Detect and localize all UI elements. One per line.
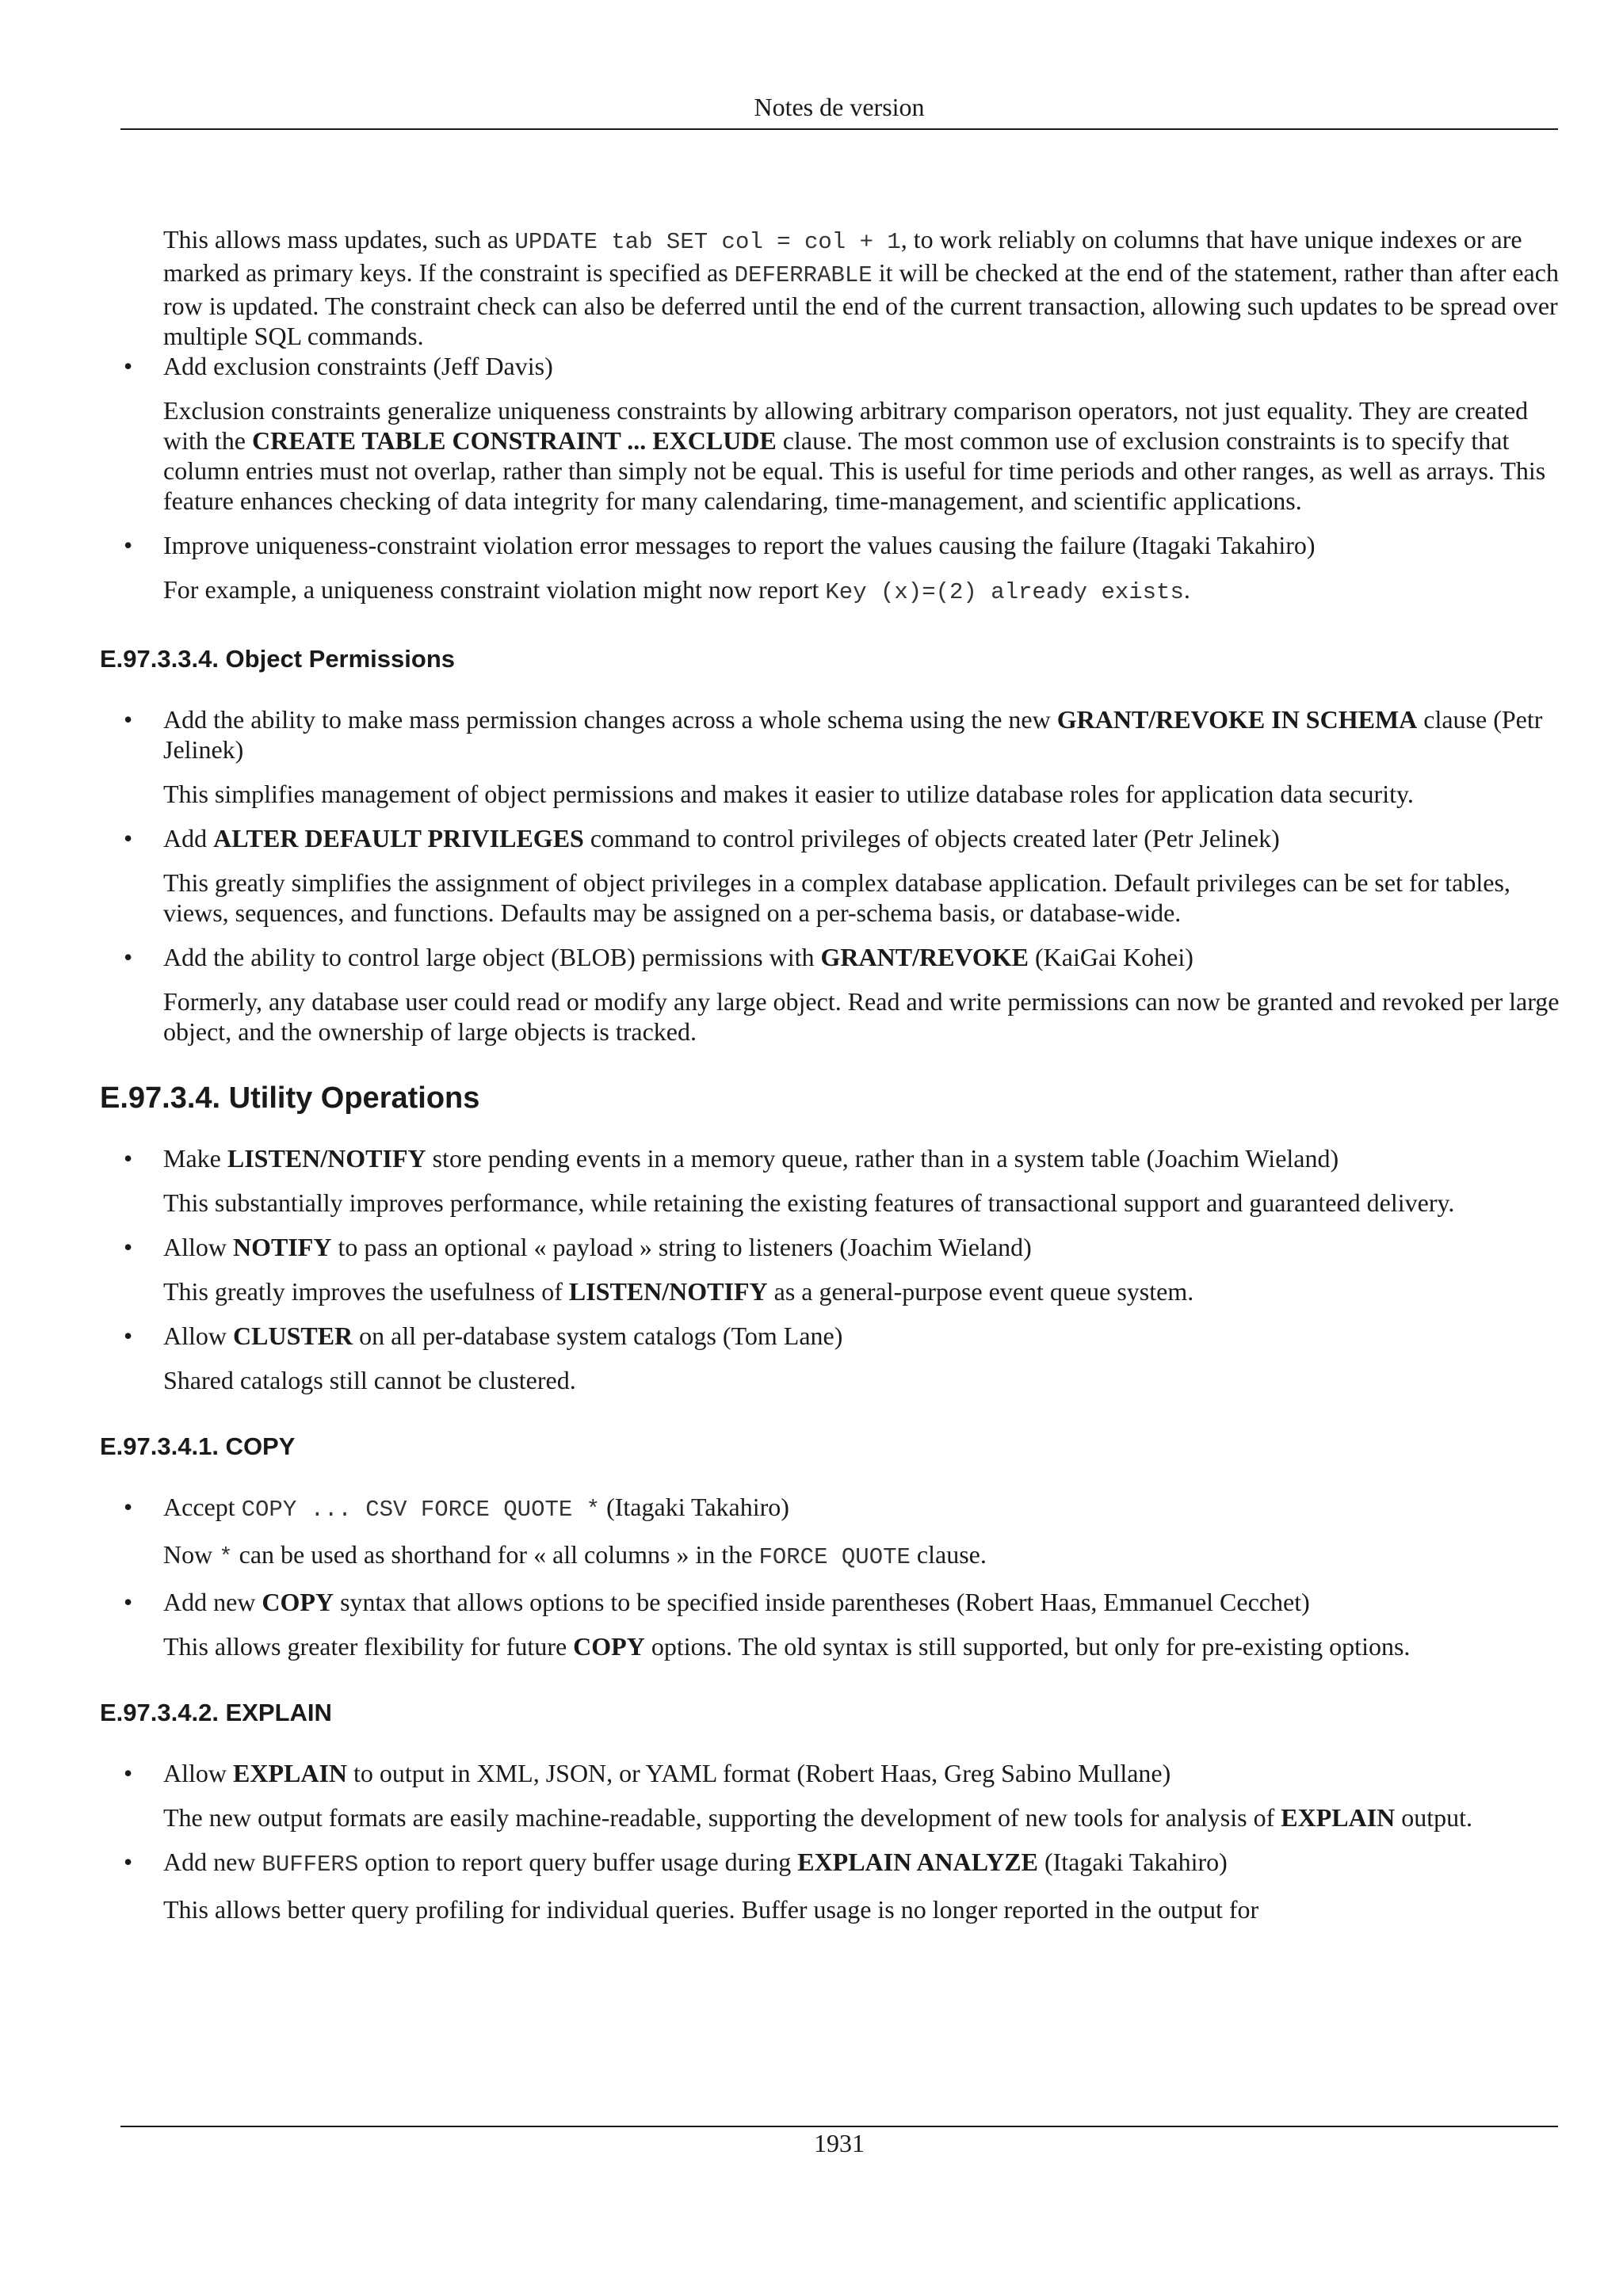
bullet-icon: •	[124, 1493, 133, 1521]
inline-code: BUFFERS	[262, 1852, 359, 1878]
item-title: Add ALTER DEFAULT PRIVILEGES command to control privileges of objects created later (Petr Jelinek)	[163, 824, 1280, 852]
page-content	[100, 224, 1561, 1924]
page-number: 1931	[814, 2129, 865, 2157]
item-title: Add the ability to make mass permission changes across a whole schema using the new GRANT/REVOKE IN SCHEMA clause (Petr Jelinek)	[163, 705, 1543, 764]
item-title: Allow CLUSTER on all per-database system catalogs (Tom Lane)	[163, 1322, 843, 1350]
item-description: This greatly simplifies the assignment of object privileges in a complex database application. Default privileges can be set for tables, views, sequences, and functions. Defaults may be assigned on a per-schema basis, or database-wide.	[163, 868, 1510, 927]
list-item	[100, 704, 1561, 809]
header-rule	[120, 128, 1558, 130]
section-heading-copy: E.97.3.4.1. COPY	[100, 1432, 296, 1460]
list-item	[100, 1232, 1561, 1306]
list-item	[100, 823, 1561, 928]
constraint-items	[100, 351, 1561, 608]
bullet-icon: •	[124, 531, 133, 559]
bullet-icon: •	[124, 1848, 133, 1876]
list-item	[100, 530, 1561, 608]
list-item	[100, 942, 1561, 1047]
item-description: Formerly, any database user could read or modify any large object. Read and write permissions can now be granted and revoked per large object, and the ownership of large objects is tracked.	[163, 987, 1560, 1046]
item-title: Improve uniqueness-constraint violation error messages to report the values causing the failure (Itagaki Takahiro)	[163, 531, 1316, 559]
bullet-icon: •	[124, 1759, 133, 1787]
bullet-icon: •	[124, 705, 133, 734]
item-description: Exclusion constraints generalize uniqueness constraints by allowing arbitrary comparison operators, not just equality. They are created with the CREATE TABLE CONSTRAINT ... EXCLUDE clause. The most common use of exclusion constraints is to specify that column entries must not overlap, rather than simply not be equal. This is useful for time periods and other ranges, as well as arrays. This feature enhances checking of data integrity for many calendaring, time-management, and scientific applications.	[163, 396, 1546, 515]
utility-items	[100, 1143, 1561, 1395]
running-header: Notes de version	[754, 93, 925, 121]
item-title: Allow EXPLAIN to output in XML, JSON, or YAML format (Robert Haas, Greg Sabino Mullane)	[163, 1759, 1171, 1787]
copy-items	[100, 1492, 1561, 1661]
inline-code: COPY ... CSV FORCE QUOTE *	[241, 1497, 601, 1523]
bullet-icon: •	[124, 1144, 133, 1173]
bullet-icon: •	[124, 1233, 133, 1261]
section-heading-object-permissions: E.97.3.3.4. Object Permissions	[100, 645, 456, 673]
item-description: This allows better query profiling for individual queries. Buffer usage is no longer reported in the output for	[163, 1895, 1259, 1924]
inline-code: UPDATE tab SET col = col + 1	[514, 229, 901, 255]
list-item	[100, 1587, 1561, 1661]
section-heading-utility-operations: E.97.3.4. Utility Operations	[100, 1081, 480, 1115]
item-description: This substantially improves performance, while retaining the existing features of transactional support and guaranteed delivery.	[163, 1188, 1455, 1217]
list-item	[100, 351, 1561, 516]
inline-code: FORCE QUOTE	[758, 1544, 911, 1570]
inline-code: DEFERRABLE	[734, 262, 873, 288]
list-item	[100, 1321, 1561, 1395]
item-description: The new output formats are easily machine-readable, supporting the development of new tools for analysis of EXPLAIN output.	[163, 1803, 1473, 1832]
inline-code: Key (x)=(2) already exists	[825, 579, 1184, 605]
item-title: Add new BUFFERS option to report query buffer usage during EXPLAIN ANALYZE (Itagaki Takahiro)	[163, 1848, 1228, 1878]
list-item	[100, 1758, 1561, 1833]
item-title: Add the ability to control large object (BLOB) permissions with GRANT/REVOKE (KaiGai Kohei)	[163, 943, 1193, 971]
bullet-icon: •	[124, 943, 133, 971]
bullet-icon: •	[124, 824, 133, 852]
bullet-icon: •	[124, 1588, 133, 1616]
footer-rule	[120, 2126, 1558, 2127]
item-description: For example, a uniqueness constraint violation might now report Key (x)=(2) already exists.	[163, 575, 1190, 605]
bullet-icon: •	[124, 1322, 133, 1350]
inline-code: *	[219, 1544, 233, 1570]
section-heading-explain: E.97.3.4.2. EXPLAIN	[100, 1699, 332, 1726]
item-title: Add exclusion constraints (Jeff Davis)	[163, 352, 553, 380]
item-description: This allows greater flexibility for future COPY options. The old syntax is still supported, but only for pre-existing options.	[163, 1632, 1411, 1661]
explain-items	[100, 1758, 1561, 1924]
list-item	[100, 1143, 1561, 1218]
item-title: Add new COPY syntax that allows options to be specified inside parentheses (Robert Haas, Emmanuel Cecchet)	[163, 1588, 1310, 1616]
item-title: Make LISTEN/NOTIFY store pending events in a memory queue, rather than in a system table (Joachim Wieland)	[163, 1144, 1339, 1173]
item-title: Accept COPY ... CSV FORCE QUOTE * (Itagaki Takahiro)	[163, 1493, 789, 1523]
item-description: Now * can be used as shorthand for « all columns » in the FORCE QUOTE clause.	[163, 1540, 987, 1570]
list-item	[100, 1492, 1561, 1573]
bullet-icon: •	[124, 352, 133, 380]
permission-items	[100, 704, 1561, 1047]
intro-paragraph: This allows mass updates, such as UPDATE tab SET col = col + 1, to work reliably on columns that have unique indexes or are marked as primary keys. If the constraint is specified as DEFERRABLE it will be checked at the end of the statement, rather than after each row is updated. The constraint check can also be deferred until the end of the current transaction, allowing such updates to be spread over multiple SQL commands.	[163, 225, 1559, 350]
item-description: Shared catalogs still cannot be clustered.	[163, 1366, 576, 1394]
item-description: This simplifies management of object permissions and makes it easier to utilize database roles for application data security.	[163, 780, 1414, 808]
item-description: This greatly improves the usefulness of LISTEN/NOTIFY as a general-purpose event queue system.	[163, 1277, 1194, 1306]
item-title: Allow NOTIFY to pass an optional « payload » string to listeners (Joachim Wieland)	[163, 1233, 1032, 1261]
list-item	[100, 1847, 1561, 1924]
